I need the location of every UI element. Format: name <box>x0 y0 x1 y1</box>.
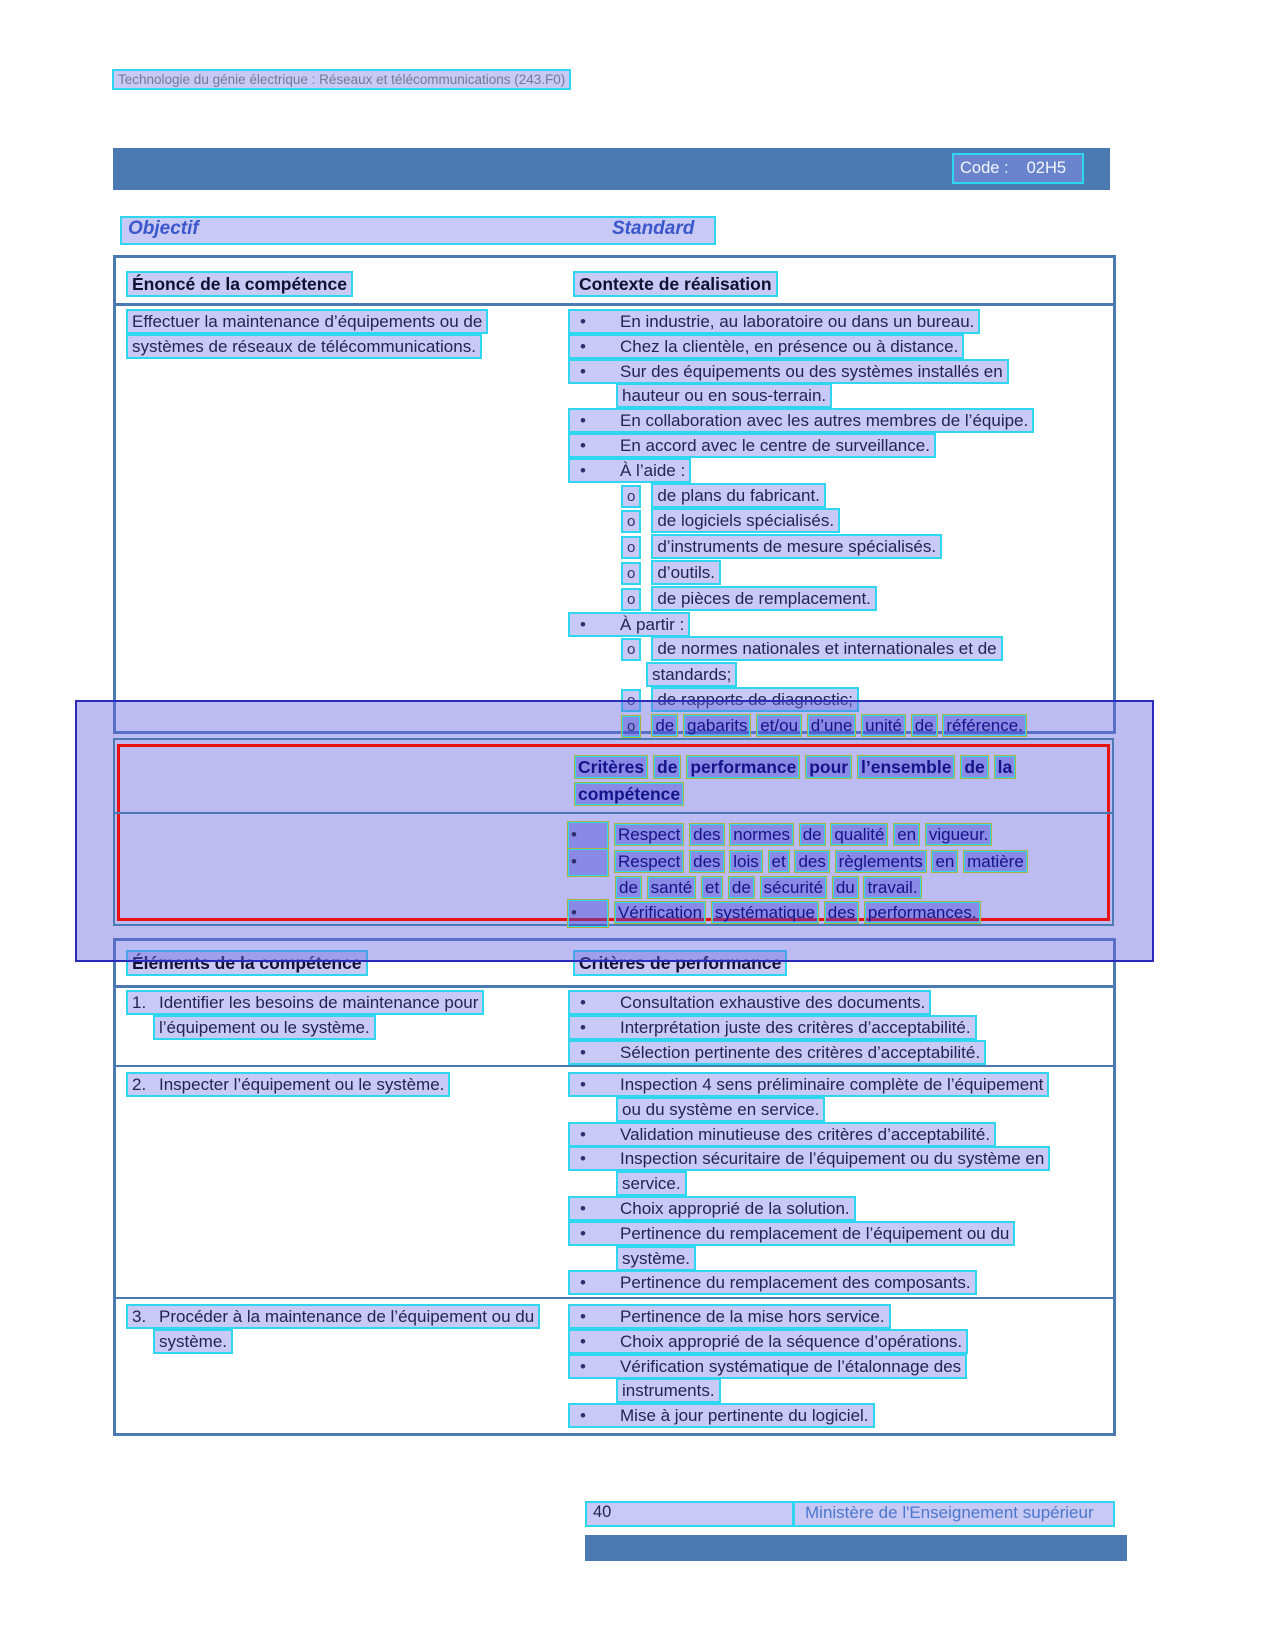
highlighted-word: unité <box>862 715 905 736</box>
elements-criteria-table <box>113 938 1116 1436</box>
context-item <box>568 637 1058 688</box>
sub-bullet-icon: o <box>621 485 641 508</box>
running-header <box>112 72 571 87</box>
highlighted-word: de <box>961 756 987 778</box>
row-divider-2 <box>116 1297 1113 1299</box>
context-item-text: de rapports de diagnostic; <box>651 687 859 712</box>
highlighted-word: de <box>912 715 937 736</box>
highlighted-word: sécurité <box>761 877 827 898</box>
performance-item <box>567 849 1057 901</box>
bullet-icon: • <box>580 1149 586 1169</box>
highlighted-word: pour <box>806 756 851 778</box>
bullet-icon: • <box>580 1356 586 1376</box>
context-item-text: de pièces de remplacement. <box>651 586 877 611</box>
sub-bullet-icon: o <box>622 716 640 737</box>
highlighted-word: systématique <box>712 902 818 923</box>
criteria-item-line: • Consultation exhaustive des documents. <box>568 990 931 1015</box>
context-item <box>568 310 1058 335</box>
bullet-icon: • <box>568 900 608 927</box>
context-item <box>568 688 1058 714</box>
table1-col1-header: Énoncé de la compétence <box>126 274 353 295</box>
criteria-item <box>568 1147 1058 1197</box>
criteria-list-1 <box>568 991 1058 1065</box>
criteria-item <box>568 1197 1058 1222</box>
context-item <box>568 434 1058 459</box>
bullet-icon: • <box>580 460 586 480</box>
highlighted-word: référence. <box>943 715 1026 736</box>
highlighted-word: gabarits <box>684 715 750 736</box>
highlighted-word: en <box>894 824 919 845</box>
bullet-icon: • <box>580 1406 586 1426</box>
highlighted-word: des <box>795 851 828 872</box>
context-item <box>568 335 1058 360</box>
context-item-text: d’outils. <box>651 560 721 585</box>
highlighted-word: de <box>652 715 677 736</box>
highlighted-word: et <box>769 851 789 872</box>
sub-bullet-icon: o <box>621 536 641 559</box>
context-item-text: de plans du fabricant. <box>651 483 826 508</box>
context-list <box>568 310 1058 740</box>
context-item <box>568 484 1058 510</box>
criteria-item <box>568 1123 1058 1148</box>
highlighted-word: compétence <box>575 783 683 805</box>
context-cell <box>568 310 1058 740</box>
criteria-item-line: • Inspection 4 sens préliminaire complète de l’équipement ou du système en service. <box>568 1072 1049 1122</box>
highlighted-word: qualité <box>831 824 887 845</box>
highlighted-word: matière <box>964 851 1027 872</box>
page-number: 40 <box>593 1503 612 1521</box>
highlighted-word: des <box>690 824 723 845</box>
criteria-item <box>568 1330 1058 1355</box>
sub-bullet-icon: o <box>621 510 641 533</box>
bullet-icon: • <box>568 822 608 849</box>
criteria-item-line: • Pertinence du remplacement de l’équipement ou du système. <box>568 1221 1015 1271</box>
table2-col2-header: Critères de performance <box>573 953 787 974</box>
highlighted-word: travail. <box>864 877 920 898</box>
criteria-item-line: • Sélection pertinente des critères d’acceptabilité. <box>568 1040 986 1065</box>
sub-bullet-icon: o <box>621 689 641 712</box>
highlighted-word: performances. <box>865 902 980 923</box>
context-item <box>568 360 1058 410</box>
objectif-heading: Objectif <box>128 218 199 239</box>
context-item <box>568 535 1058 561</box>
sub-bullet-icon: o <box>621 638 641 661</box>
running-header-text: Technologie du génie électrique : Réseaux et télécommunications (243.F0) <box>112 69 571 90</box>
criteria-item <box>568 1305 1058 1330</box>
bullet-icon: • <box>580 1307 586 1326</box>
table1-header-divider <box>116 303 1113 306</box>
highlighted-word: règlements <box>836 851 926 872</box>
highlighted-word: de <box>800 824 825 845</box>
code-badge <box>952 153 1084 184</box>
performance-item-text <box>614 852 1028 897</box>
context-item-line: • Chez la clientèle, en présence ou à distance. <box>568 334 964 359</box>
criteria-item <box>568 991 1058 1016</box>
context-item-text: de normes nationales et internationales et de standards; <box>646 636 1003 687</box>
criteria-item-line: • Validation minutieuse des critères d’acceptabilité. <box>568 1122 996 1147</box>
bullet-icon: • <box>580 1223 586 1243</box>
performance-overall-header <box>574 754 1044 807</box>
highlighted-word: et <box>702 877 722 898</box>
performance-divider <box>115 812 1112 814</box>
highlighted-word: performance <box>687 756 799 778</box>
context-item-text: de logiciels spécialisés. <box>651 508 840 533</box>
bullet-icon: • <box>580 1075 586 1094</box>
element-row-1: 1. Identifier les besoins de maintenance pour l’équipement ou le système. <box>126 991 543 1041</box>
highlighted-word: en <box>932 851 957 872</box>
highlighted-word: d’une <box>808 715 856 736</box>
context-item <box>568 561 1058 587</box>
context-item <box>568 714 1058 740</box>
highlighted-word: des <box>825 902 858 923</box>
performance-item-text <box>614 903 981 922</box>
context-item-line: • Sur des équipements ou des systèmes installés en hauteur ou en sous-terrain. <box>568 359 1009 409</box>
element-row-3: 3. Procéder à la maintenance de l’équipement ou du système. <box>126 1305 543 1355</box>
competence-context-table <box>113 255 1116 734</box>
criteria-item <box>568 1041 1058 1066</box>
criteria-item-line: • Choix approprié de la solution. <box>568 1196 856 1221</box>
element-row-2: 2. Inspecter l’équipement ou le système. <box>126 1073 543 1098</box>
bullet-icon: • <box>580 1124 586 1144</box>
highlighted-word: Critères <box>575 756 647 778</box>
highlighted-word: du <box>833 877 858 898</box>
context-item-line: • En accord avec le centre de surveillance. <box>568 433 936 458</box>
criteria-cell-3 <box>568 1305 1058 1429</box>
criteria-item-line: • Vérification systématique de l’étalonnage des instruments. <box>568 1354 967 1404</box>
criteria-cell-2 <box>568 1073 1058 1296</box>
bullet-icon: • <box>580 1042 586 1062</box>
context-item-text <box>651 716 1027 735</box>
context-item <box>568 509 1058 535</box>
criteria-cell-1 <box>568 991 1058 1065</box>
ministry-box <box>793 1501 1115 1527</box>
context-item <box>568 613 1058 638</box>
context-item-text: d’instruments de mesure spécialisés. <box>651 534 942 559</box>
highlighted-word: lois <box>730 851 762 872</box>
sub-bullet-icon: o <box>621 588 641 611</box>
table2-header-divider <box>116 985 1113 988</box>
bullet-icon: • <box>580 336 586 356</box>
highlighted-word: et/ou <box>757 715 801 736</box>
criteria-item <box>568 1404 1058 1429</box>
criteria-item <box>568 1222 1058 1272</box>
context-item-line: • À l’aide : <box>568 458 691 483</box>
criteria-item-line: • Choix approprié de la séquence d’opérations. <box>568 1329 968 1354</box>
bullet-icon: • <box>580 1198 586 1218</box>
code-label: Code : <box>960 159 1009 177</box>
highlighted-word: de <box>654 756 680 778</box>
standard-heading: Standard <box>612 218 695 239</box>
page-number-box <box>585 1501 794 1527</box>
highlighted-word: normes <box>730 824 793 845</box>
bullet-icon: • <box>580 993 586 1012</box>
context-item-line: • À partir : <box>568 612 690 637</box>
section-heading-row <box>120 216 716 245</box>
bullet-icon: • <box>580 435 586 455</box>
highlighted-word: vigueur. <box>926 824 992 845</box>
context-item-line: • En industrie, au laboratoire ou dans un bureau. <box>568 309 980 334</box>
bullet-icon: • <box>580 361 586 381</box>
criteria-item <box>568 1016 1058 1041</box>
bullet-icon: • <box>580 1273 586 1293</box>
bullet-icon: • <box>580 614 586 634</box>
criteria-item-line: • Inspection sécuritaire de l’équipement ou du système en service. <box>568 1146 1050 1196</box>
highlighted-word: de <box>729 877 754 898</box>
highlighted-word: l’ensemble <box>858 756 954 778</box>
context-item-line: • En collaboration avec les autres membres de l’équipe. <box>568 408 1034 433</box>
highlighted-word: Respect <box>615 824 683 845</box>
criteria-list-2 <box>568 1073 1058 1296</box>
criteria-item <box>568 1355 1058 1405</box>
criteria-item <box>568 1271 1058 1296</box>
competence-statement: Effectuer la maintenance d’équipements ou de systèmes de réseaux de télécommunications. <box>126 310 516 360</box>
highlighted-word: santé <box>648 877 696 898</box>
table1-col2-header: Contexte de réalisation <box>573 274 778 295</box>
criteria-list-3 <box>568 1305 1058 1429</box>
criteria-item-line: • Mise à jour pertinente du logiciel. <box>568 1403 875 1428</box>
bullet-icon: • <box>580 1017 586 1037</box>
criteria-item-line: • Pertinence du remplacement des composants. <box>568 1270 977 1295</box>
table2-col1-header: Éléments de la compétence <box>126 953 368 974</box>
context-item <box>568 459 1058 484</box>
performance-item-text <box>614 825 992 844</box>
highlighted-word: de <box>616 877 641 898</box>
context-item <box>568 587 1058 613</box>
highlighted-word: Vérification <box>615 902 705 923</box>
bullet-icon: • <box>580 411 586 431</box>
performance-item <box>567 900 1057 927</box>
criteria-item-line: • Interprétation juste des critères d’acceptabilité. <box>568 1015 977 1040</box>
ministry-text: Ministère de l'Enseignement supérieur <box>805 1503 1094 1522</box>
performance-item <box>567 822 1057 849</box>
performance-overall-section <box>113 738 1114 926</box>
bullet-icon: • <box>580 312 586 331</box>
performance-list <box>567 822 1057 927</box>
row-divider-1 <box>116 1065 1113 1067</box>
highlighted-word: la <box>995 756 1016 778</box>
bullet-icon: • <box>568 849 608 876</box>
highlighted-word: Respect <box>615 851 683 872</box>
footer-bar <box>585 1535 1127 1561</box>
criteria-item <box>568 1073 1058 1123</box>
code-value: 02H5 <box>1026 159 1067 177</box>
highlighted-word: des <box>690 851 723 872</box>
bullet-icon: • <box>580 1331 586 1351</box>
sub-bullet-icon: o <box>621 562 641 585</box>
criteria-item-line: • Pertinence de la mise hors service. <box>568 1304 891 1329</box>
context-item <box>568 409 1058 434</box>
